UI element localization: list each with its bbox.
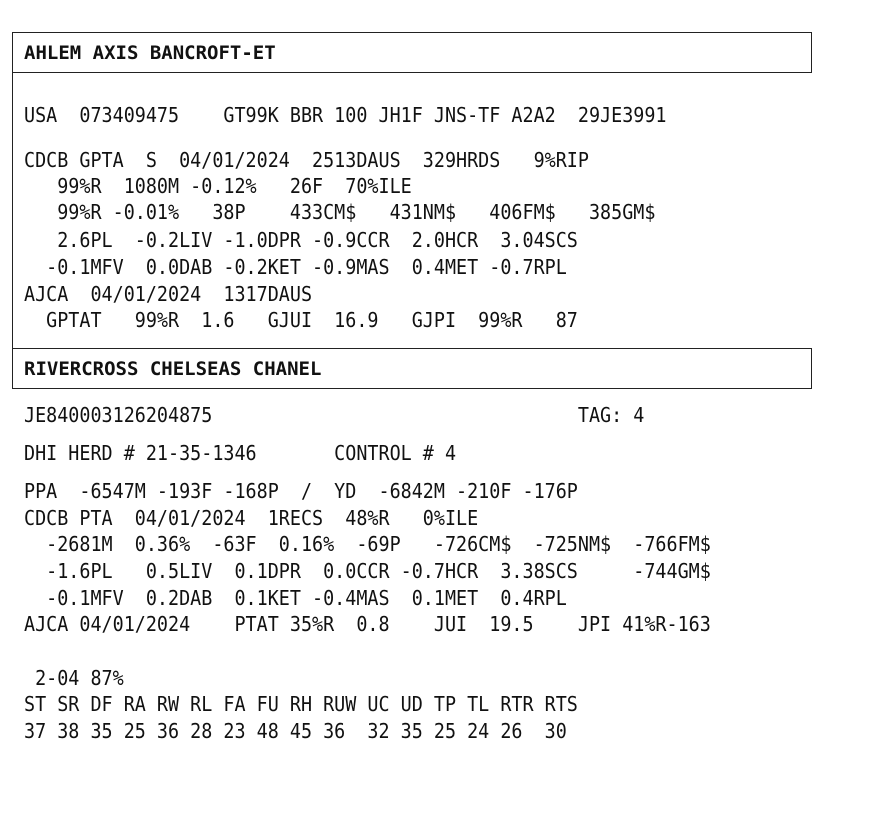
linear-traits-values: 37 38 35 25 36 28 23 48 45 36 32 35 25 24 26 30: [24, 719, 567, 743]
classification-score-line: 2-04 87%: [24, 666, 124, 690]
genomic-health-line: 2.6PL -0.2LIV -1.0DPR -0.9CCR 2.0HCR 3.04SCS: [24, 228, 578, 252]
ajca-evaluation-line: AJCA 04/01/2024 1317DAUS: [24, 282, 313, 306]
genomic-merit-line: 99%R -0.01% 38P 433CM$ 431NM$ 406FM$ 385GM$: [24, 200, 656, 224]
pta-health-line: -1.6PL 0.5LIV 0.1DPR 0.0CCR -0.7HCR 3.38SCS -744GM$: [24, 559, 711, 583]
pta-production-line: -2681M 0.36% -63F 0.16% -69P -726CM$ -725NM$ -766FM$: [24, 532, 711, 556]
animal-name-2: RIVERCROSS CHELSEAS CHANEL: [24, 358, 322, 380]
pta-evaluation-line: CDCB PTA 04/01/2024 1RECS 48%R 0%ILE: [24, 506, 479, 530]
id-tag-line: JE840003126204875 TAG: 4: [24, 403, 645, 427]
section-1-left-border: [12, 73, 13, 348]
pta-wellness-line: -0.1MFV 0.2DAB 0.1KET -0.4MAS 0.1MET 0.4RPL: [24, 586, 567, 610]
herd-control-line: DHI HERD # 21-35-1346 CONTROL # 4: [24, 441, 457, 465]
genomic-evaluation-line: CDCB GPTA S 04/01/2024 2513DAUS 329HRDS 9%RIP: [24, 148, 589, 172]
animal-header-1: [12, 32, 812, 73]
ajca-ptat-line: AJCA 04/01/2024 PTAT 35%R 0.8 JUI 19.5 JPI 41%R-163: [24, 612, 711, 636]
genomic-production-line: 99%R 1080M -0.12% 26F 70%ILE: [24, 174, 412, 198]
registration-line: USA 073409475 GT99K BBR 100 JH1F JNS-TF A2A2 29JE3991: [24, 103, 667, 127]
animal-name-1: AHLEM AXIS BANCROFT-ET: [24, 42, 276, 64]
ppa-yd-line: PPA -6547M -193F -168P / YD -6842M -210F -176P: [24, 479, 578, 503]
linear-traits-header: ST SR DF RA RW RL FA FU RH RUW UC UD TP TL RTR RTS: [24, 692, 578, 716]
ajca-type-line: GPTAT 99%R 1.6 GJUI 16.9 GJPI 99%R 87: [24, 308, 578, 332]
animal-header-2: [12, 348, 812, 389]
genomic-wellness-line: -0.1MFV 0.0DAB -0.2KET -0.9MAS 0.4MET -0.7RPL: [24, 255, 567, 279]
